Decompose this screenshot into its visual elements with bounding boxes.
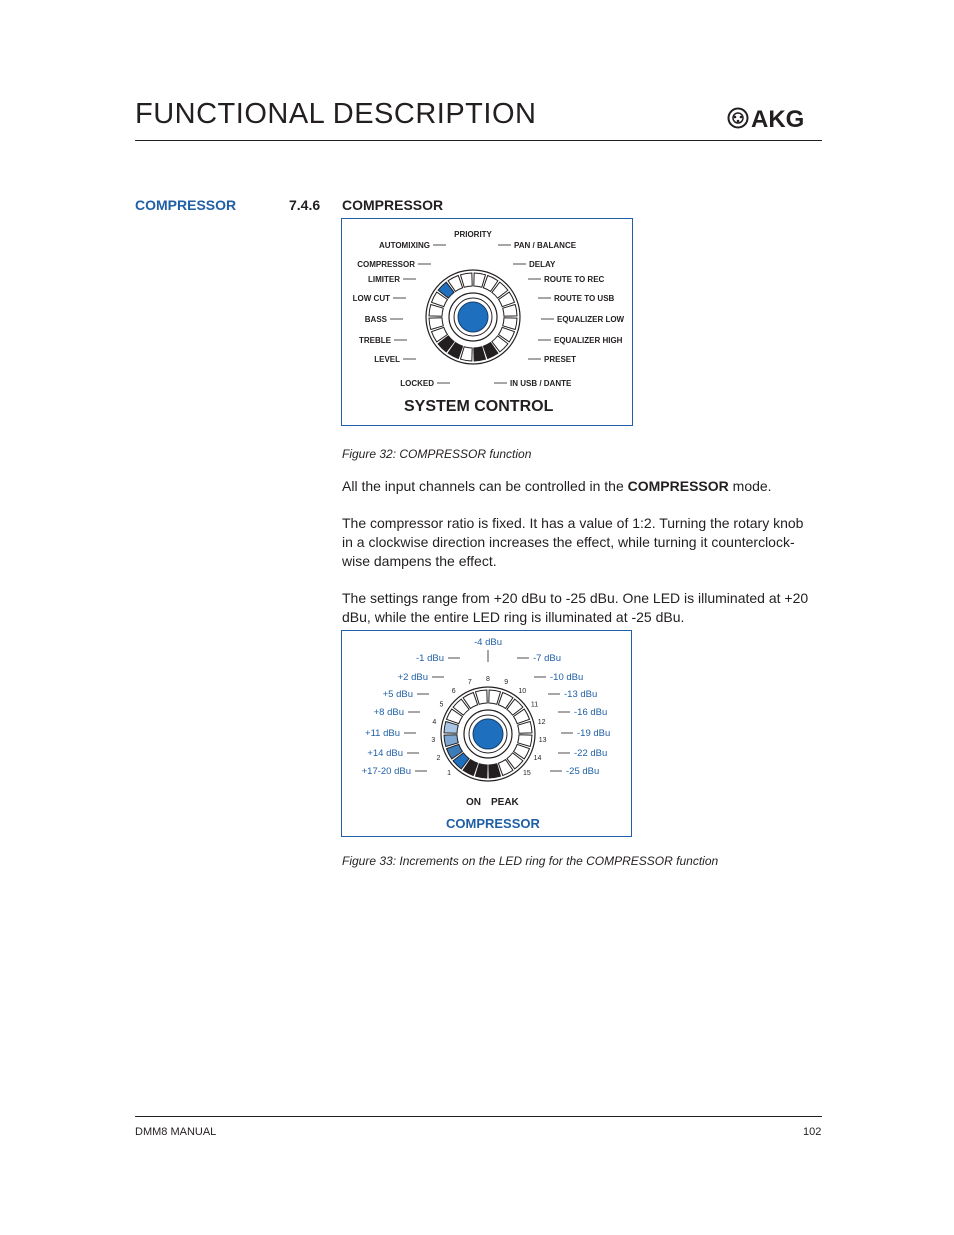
figure-compressor-ring — [341, 630, 632, 837]
figure-system-control — [341, 218, 633, 426]
left-dbu-label-3: +5 dBu — [382, 689, 413, 700]
p1-text: All the input channels can be controlled in the — [342, 478, 628, 494]
rotary-knob — [473, 719, 503, 749]
left-label-7: LEVEL — [374, 355, 400, 364]
compressor-led-16 — [444, 722, 458, 734]
system-led-20 — [461, 273, 473, 287]
system-led-15 — [429, 318, 443, 330]
led-number-15: 15 — [522, 769, 531, 777]
right-label-3: ROUTE TO REC — [544, 275, 605, 284]
system-led-5 — [503, 305, 517, 317]
top-label-priority: PRIORITY — [454, 230, 492, 239]
section-title: COMPRESSOR — [342, 197, 444, 213]
left-dbu-label-5: +11 dBu — [365, 728, 400, 739]
led-number-12: 12 — [537, 718, 546, 726]
right-dbu-label-1: -7 dBu — [533, 653, 561, 664]
led-number-2: 2 — [436, 754, 441, 762]
compressor-led-5 — [518, 722, 532, 734]
left-label-1: AUTOMIXING — [379, 241, 430, 250]
compressor-led-15 — [444, 735, 458, 747]
compressor-led-6 — [518, 735, 532, 747]
paragraph-2: The compressor ratio is fixed. It has a value of 1:2. Turning the rotary knob in a clockwise direction increases the effect, while turning it counterclock-wise dampens the effect. — [342, 515, 804, 569]
led-number-10: 10 — [518, 687, 527, 695]
compressor-led-11 — [476, 764, 488, 778]
right-label-5: EQUALIZER LOW — [557, 315, 625, 324]
led-number-5: 5 — [439, 701, 444, 709]
right-dbu-label-4: -16 dBu — [574, 707, 608, 718]
left-label-3: LIMITER — [368, 275, 400, 284]
left-dbu-label-7: +17-20 dBu — [361, 766, 411, 777]
right-dbu-label-7: -25 dBu — [566, 766, 600, 777]
peak-label: PEAK — [491, 797, 519, 808]
led-number-8: 8 — [486, 676, 490, 683]
p1-text-end: mode. — [728, 478, 772, 494]
right-label-8: IN USB / DANTE — [510, 379, 572, 388]
system-led-10 — [474, 347, 486, 361]
compressor-led-1 — [489, 690, 501, 704]
led-number-1: 1 — [447, 769, 452, 777]
led-number-4: 4 — [432, 718, 437, 726]
compressor-led-20 — [476, 690, 488, 704]
left-label-8: LOCKED — [400, 379, 434, 388]
left-dbu-label-6: +14 dBu — [367, 748, 403, 759]
left-dbu-label-4: +8 dBu — [373, 707, 404, 718]
header-rule — [135, 140, 822, 141]
system-control-title: SYSTEM CONTROL — [404, 398, 554, 415]
footer-rule — [135, 1116, 822, 1117]
led-number-9: 9 — [504, 679, 509, 687]
logo-text: AKG — [751, 106, 805, 131]
on-label: ON — [466, 797, 481, 808]
footer-manual-name: DMM8 MANUAL — [135, 1126, 217, 1138]
top-dbu-label: -4 dBu — [474, 637, 502, 648]
right-dbu-label-5: -19 dBu — [577, 728, 611, 739]
paragraph-3: The settings range from +20 dBu to -25 dBu. One LED is illuminated at +20 dBu, while the entire LED ring is illuminated at -25 dBu. — [342, 590, 809, 625]
right-label-2: DELAY — [529, 260, 556, 269]
system-led-6 — [503, 318, 517, 330]
p1-bold: COMPRESSOR — [627, 478, 729, 494]
left-label-6: TREBLE — [359, 336, 391, 345]
rotary-knob — [458, 302, 488, 332]
led-number-7: 7 — [467, 679, 472, 687]
figure-33-caption: Figure 33: Increments on the LED ring for the COMPRESSOR function — [342, 854, 719, 868]
led-number-6: 6 — [451, 687, 456, 695]
left-label-4: LOW CUT — [352, 294, 390, 303]
side-heading: COMPRESSOR — [135, 197, 237, 213]
right-label-1: PAN / BALANCE — [514, 241, 577, 250]
akg-logo — [727, 105, 823, 131]
led-number-3: 3 — [431, 737, 436, 745]
led-number-13: 13 — [538, 737, 547, 745]
right-label-7: PRESET — [544, 355, 577, 364]
left-dbu-label-1: -1 dBu — [416, 653, 444, 664]
left-label-2: COMPRESSOR — [357, 260, 415, 269]
left-dbu-label-2: +2 dBu — [397, 672, 428, 683]
left-label-5: BASS — [364, 315, 387, 324]
paragraph-1 — [342, 477, 817, 496]
system-led-16 — [429, 305, 443, 317]
right-dbu-label-6: -22 dBu — [574, 748, 608, 759]
system-led-1 — [474, 273, 486, 287]
page-title: FUNCTIONAL DESCRIPTION — [135, 98, 537, 130]
right-label-6: EQUALIZER HIGH — [554, 336, 623, 345]
compressor-led-10 — [489, 764, 501, 778]
led-number-11: 11 — [530, 701, 539, 709]
compressor-panel-title: COMPRESSOR — [446, 816, 540, 831]
led-number-14: 14 — [533, 754, 542, 762]
system-led-11 — [461, 347, 473, 361]
page-number: 102 — [803, 1126, 822, 1138]
right-label-4: ROUTE TO USB — [554, 294, 615, 303]
right-dbu-label-3: -13 dBu — [564, 689, 598, 700]
section-number: 7.4.6 — [289, 197, 321, 213]
right-dbu-label-2: -10 dBu — [550, 672, 584, 683]
figure-32-caption: Figure 32: COMPRESSOR function — [342, 447, 532, 461]
